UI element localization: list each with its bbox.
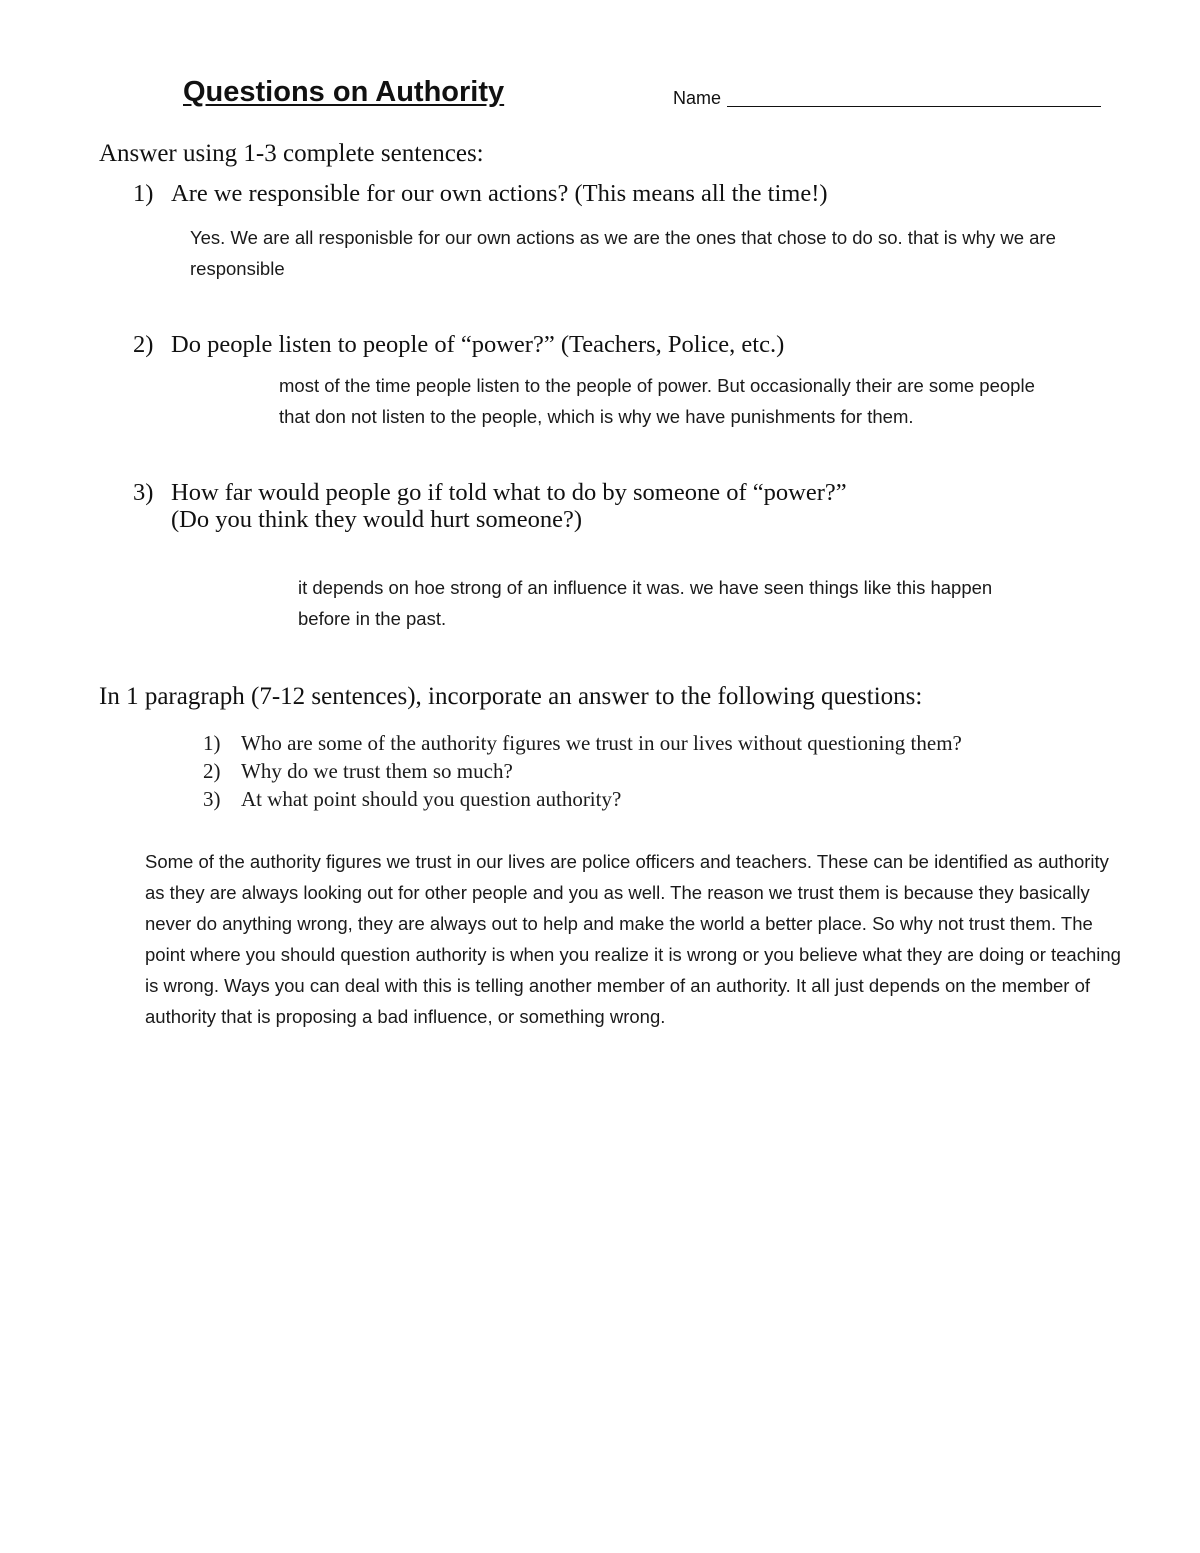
answer-3: it depends on hoe strong of an influence it was. we have seen things like this happen before in the past. xyxy=(298,577,993,629)
section2-instruction: In 1 paragraph (7-12 sentences), incorporate an answer to the following questions: xyxy=(99,683,923,710)
paragraph-answer: Some of the authority figures we trust in our lives are police officers and teachers. These can be identified as authority as they are always looking out for other people and you as well. The reason we trust them is because they basically never do anything wrong, they are always out to help and make the world a better place. So why not trust them. The point where you should question authority is when you realize it is wrong or you believe what they are doing or teaching is wrong. Ways you can deal with this is telling another member of an authority. It all just depends on the member of authority that is proposing a bad influence, or something wrong. xyxy=(145,851,1121,1027)
question-2-number: 2) xyxy=(133,331,154,358)
section2-question-3-number: 3) xyxy=(203,787,221,811)
section2-question-3-text: At what point should you question authority? xyxy=(241,787,622,811)
section2-question-1-text: Who are some of the authority figures we trust in our lives without questioning them? xyxy=(241,731,962,755)
page-title: Questions on Authority xyxy=(183,76,505,108)
question-1-number: 1) xyxy=(133,180,154,207)
name-field-line[interactable] xyxy=(727,106,1101,107)
question-3-line2: (Do you think they would hurt someone?) xyxy=(171,506,582,533)
section2-question-3 xyxy=(203,787,621,812)
section2-question-2-number: 2) xyxy=(203,759,221,783)
question-1-text: Are we responsible for our own actions? (This means all the time!) xyxy=(171,180,828,207)
question-3-text: How far would people go if told what to do by someone of “power?” xyxy=(171,479,847,506)
section1-instruction: Answer using 1-3 complete sentences: xyxy=(99,140,484,167)
question-2-text: Do people listen to people of “power?” (Teachers, Police, etc.) xyxy=(171,331,785,358)
question-2 xyxy=(133,331,784,359)
section2-question-2 xyxy=(203,759,513,784)
answer-2: most of the time people listen to the people of power. But occasionally their are some people that don not listen to the people, which is why we have punishments for them. xyxy=(279,375,1035,427)
section2-question-2-text: Why do we trust them so much? xyxy=(241,759,513,783)
question-3-number: 3) xyxy=(133,479,154,506)
answer-1: Yes. We are all responisble for our own actions as we are the ones that chose to do so. that is why we are responsible xyxy=(190,227,1056,279)
section2-question-1 xyxy=(203,731,962,756)
question-3 xyxy=(133,479,847,507)
name-label: Name xyxy=(673,88,722,108)
question-1 xyxy=(133,180,828,208)
section2-question-1-number: 1) xyxy=(203,731,221,755)
